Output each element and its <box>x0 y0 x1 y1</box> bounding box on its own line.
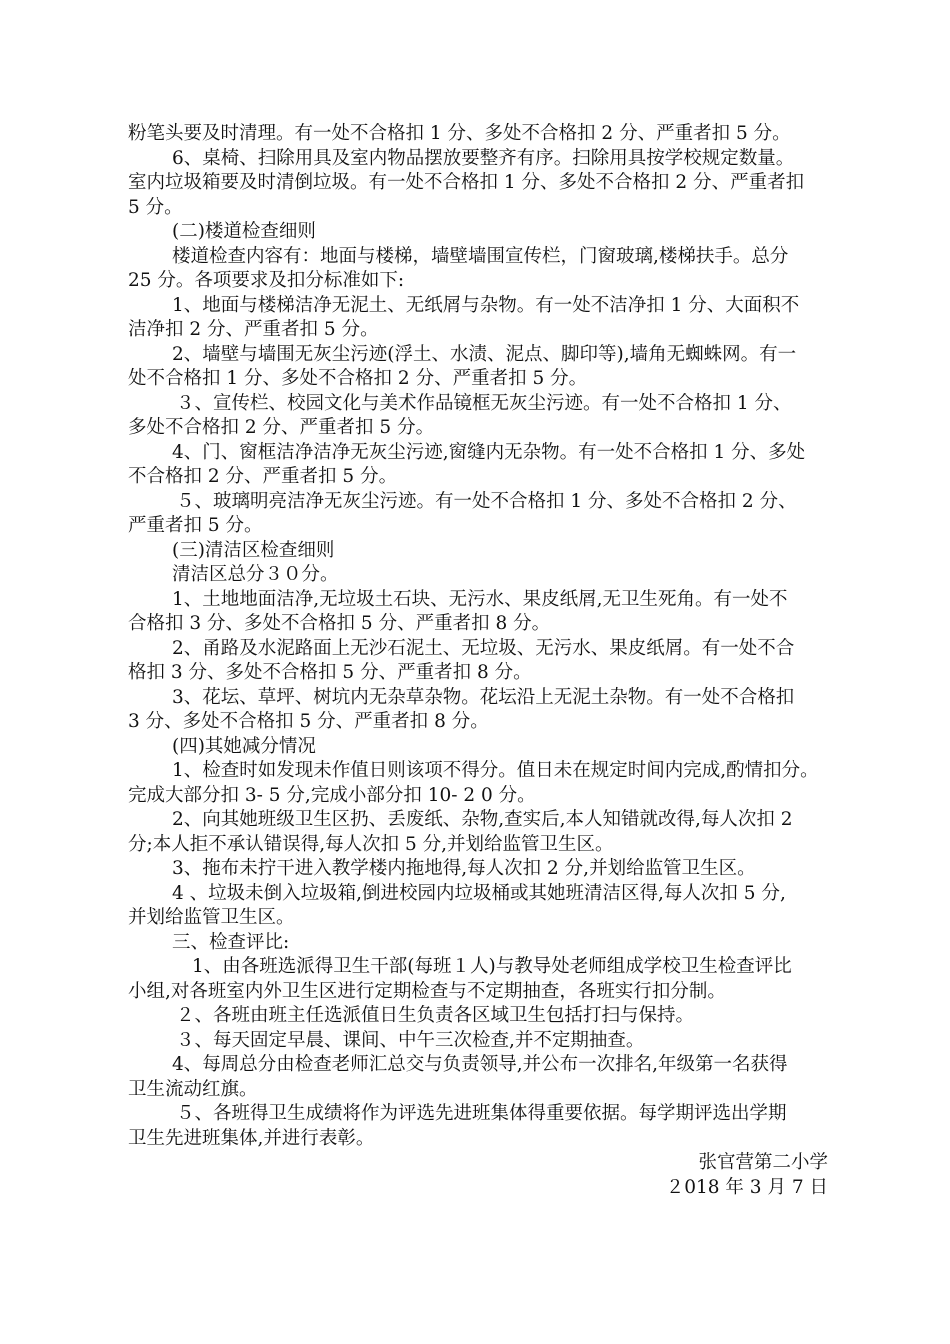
text-line: 粉笔头要及时清理。有一处不合格扣 1 分、多处不合格扣 2 分、严重者扣 5 分。 <box>128 123 791 144</box>
text-line: 4、门、窗框洁净洁净无灰尘污迹,窗缝内无杂物。有一处不合格扣 1 分、多处 <box>172 441 806 463</box>
text-line: 格扣 3 分、多处不合格扣 5 分、严重者扣 8 分。 <box>128 662 532 683</box>
section-heading: (三)清洁区检查细则 <box>172 539 335 561</box>
text-line: ３、宣传栏、校园文化与美术作品镜框无灰尘污迹。有一处不合格扣 1 分、 <box>176 392 792 414</box>
document-body <box>128 122 828 1200</box>
text-line: 1、由各班选派得卫生干部(每班１人)与教导处老师组成学校卫生检查评比 <box>192 956 792 977</box>
text-line: 不合格扣 2 分、严重者扣 5 分。 <box>128 466 398 487</box>
text-line: 分;本人拒不承认错误得,每人次扣 5 分,并划给监管卫生区。 <box>128 833 614 855</box>
text-line: 小组,对各班室内外卫生区进行定期检查与不定期抽查，各班实行扣分制。 <box>128 980 726 1002</box>
text-line: 并划给监管卫生区。 <box>128 907 295 928</box>
text-line: 6、桌椅、扫除用具及室内物品摆放要整齐有序。扫除用具按学校规定数量。 <box>172 147 795 169</box>
text-line: 楼道检查内容有：地面与楼梯，墙壁墙围宣传栏，门窗玻璃,楼梯扶手。总分 <box>172 245 789 267</box>
text-line: 4 、垃圾未倒入垃圾箱,倒进校园内垃圾桶或其她班清洁区得,每人次扣 5 分, <box>172 882 786 904</box>
text-line: ３、每天固定早晨、课间、中午三次检查,并不定期抽查。 <box>176 1029 645 1051</box>
text-line: 室内垃圾箱要及时清倒垃圾。有一处不合格扣 1 分、多处不合格扣 2 分、严重者扣 <box>128 172 805 193</box>
text-line: 3、花坛、草坪、树坑内无杂草杂物。花坛沿上无泥土杂物。有一处不合格扣 <box>172 686 795 708</box>
text-line: 合格扣 3 分、多处不合格扣 5 分、严重者扣 8 分。 <box>128 613 551 634</box>
section-heading: (二)楼道检查细则 <box>172 221 316 242</box>
text-line: 严重者扣 5 分。 <box>128 515 263 536</box>
text-line: 多处不合格扣 2 分、严重者扣 5 分。 <box>128 417 435 438</box>
text-line: 卫生先进班集体,并进行表彰。 <box>128 1127 375 1149</box>
text-line: ２、各班由班主任选派值日生负责各区域卫生包括打扫与保持。 <box>176 1005 695 1026</box>
text-line: 2、甬路及水泥路面上无沙石泥土、无垃圾、无污水、果皮纸屑。有一处不合 <box>172 637 795 659</box>
text-line: 3、拖布未拧干进入教学楼内拖地得,每人次扣 2 分,并划给监管卫生区。 <box>172 858 756 879</box>
text-line: 2、墙壁与墙围无灰尘污迹(浮土、水渍、泥点、脚印等),墙角无蜘蛛网。有一 <box>172 343 797 365</box>
text-line: 完成大部分扣 3- 5 分,完成小部分扣 10- 2 0 分。 <box>128 784 536 806</box>
text-line: 2、向其她班级卫生区扔、丢废纸、杂物,查实后,本人知错就改得,每人次扣 2 <box>172 809 793 830</box>
text-line: 25 分。各项要求及扣分标准如下: <box>128 270 405 291</box>
text-line: 清洁区总分３０分。 <box>172 564 339 585</box>
text-line: ５、玻璃明亮洁净无灰尘污迹。有一处不合格扣 1 分、多处不合格扣 2 分、 <box>176 490 797 512</box>
signature-school: 张官营第二小学 <box>698 1152 828 1173</box>
section-heading: 三、检查评比: <box>172 931 290 953</box>
text-line: 1、地面与楼梯洁净无泥土、无纸屑与杂物。有一处不洁净扣 1 分、大面积不 <box>172 294 800 316</box>
signature-date: ２018 年 3 月 7 日 <box>665 1176 828 1198</box>
text-line: 4、每周总分由检查老师汇总交与负责领导,并公布一次排名,年级第一名获得 <box>172 1054 788 1075</box>
text-line: 卫生流动红旗。 <box>128 1078 258 1100</box>
section-heading: (四)其她减分情况 <box>172 735 316 757</box>
text-line: 1、检查时如发现未作值日则该项不得分。值日未在规定时间内完成,酌情扣分。 <box>172 760 819 781</box>
text-line: 处不合格扣 1 分、多处不合格扣 2 分、严重者扣 5 分。 <box>128 368 588 389</box>
text-line: 3 分、多处不合格扣 5 分、严重者扣 8 分。 <box>128 711 489 732</box>
text-line: ５、各班得卫生成绩将作为评选先进班集体得重要依据。每学期评选出学期 <box>176 1103 787 1124</box>
text-line: 5 分。 <box>128 196 183 218</box>
text-line: 1、土地地面洁净,无垃圾土石块、无污水、果皮纸屑,无卫生死角。有一处不 <box>172 588 788 610</box>
text-line: 洁净扣 2 分、严重者扣 5 分。 <box>128 319 379 340</box>
